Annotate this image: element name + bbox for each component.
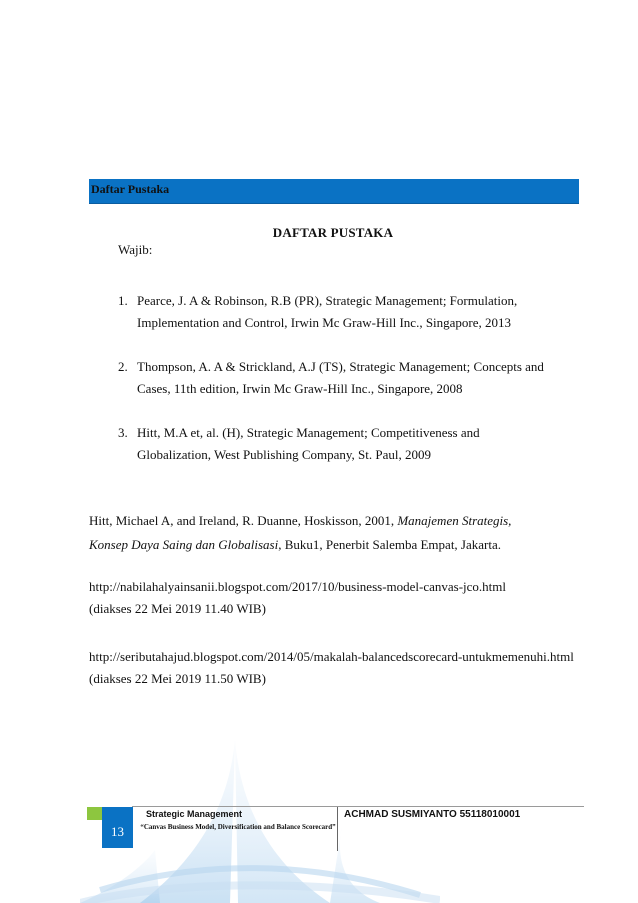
reference-line: Globalization, West Publishing Company, St. Paul, 2009	[137, 447, 431, 462]
footer-author: ACHMAD SUSMIYANTO 55118010001	[344, 809, 521, 820]
reference-line: Thompson, A. A & Strickland, A.J (TS), Strategic Management; Concepts and	[137, 359, 544, 374]
reference-line: Hitt, M.A et, al. (H), Strategic Management; Competitiveness and	[137, 425, 480, 440]
bibliography-entry-cont	[89, 535, 501, 555]
section-header-bar	[89, 179, 579, 204]
reference-number: 3.	[118, 425, 128, 440]
web-link[interactable]: http://seributahajud.blogspot.com/2014/05/makalah-balancedscorecard-untukmemenuhi.html	[89, 649, 574, 664]
reference-line: Cases, 11th edition, Irwin Mc Graw-Hill Inc., Singapore, 2008	[137, 381, 463, 396]
reference-item	[118, 290, 558, 334]
reference-line: Implementation and Control, Irwin Mc Graw-Hill Inc., Singapore, 2013	[137, 315, 512, 330]
reference-item	[118, 422, 558, 466]
web-link[interactable]: http://nabilahalyainsanii.blogspot.com/2017/10/business-model-canvas-jco.html	[89, 579, 507, 594]
reference-number: 1.	[118, 293, 128, 308]
page-number: 13	[102, 807, 133, 848]
page-title: DAFTAR PUSTAKA	[272, 225, 394, 240]
access-date: (diakses 22 Mei 2019 11.50 WIB)	[89, 671, 266, 686]
entry-title: Konsep Daya Saing dan Globalisasi	[89, 537, 279, 552]
section-header-label: Daftar Pustaka	[91, 182, 170, 196]
footer-subtitle: “Canvas Business Model, Diversification and Balance Scorecard”	[140, 823, 336, 831]
required-label: Wajib:	[118, 242, 153, 257]
reference-item	[118, 356, 558, 400]
reference-number: 2.	[118, 359, 128, 374]
entry-text: Hitt, Michael A, and Ireland, R. Duanne, Hoskisson, 2001,	[89, 513, 398, 528]
footer-divider	[337, 807, 338, 851]
reference-line: Pearce, J. A & Robinson, R.B (PR), Strategic Management; Formulation,	[137, 293, 518, 308]
access-date: (diakses 22 Mei 2019 11.40 WIB)	[89, 601, 266, 616]
footer-course-title: Strategic Management	[146, 809, 243, 819]
bibliography-entry	[89, 511, 511, 531]
footer-rule	[132, 806, 584, 807]
entry-text: , Buku1, Penerbit Salemba Empat, Jakarta.	[278, 537, 501, 552]
entry-title: Manajemen Strategis,	[397, 513, 512, 528]
